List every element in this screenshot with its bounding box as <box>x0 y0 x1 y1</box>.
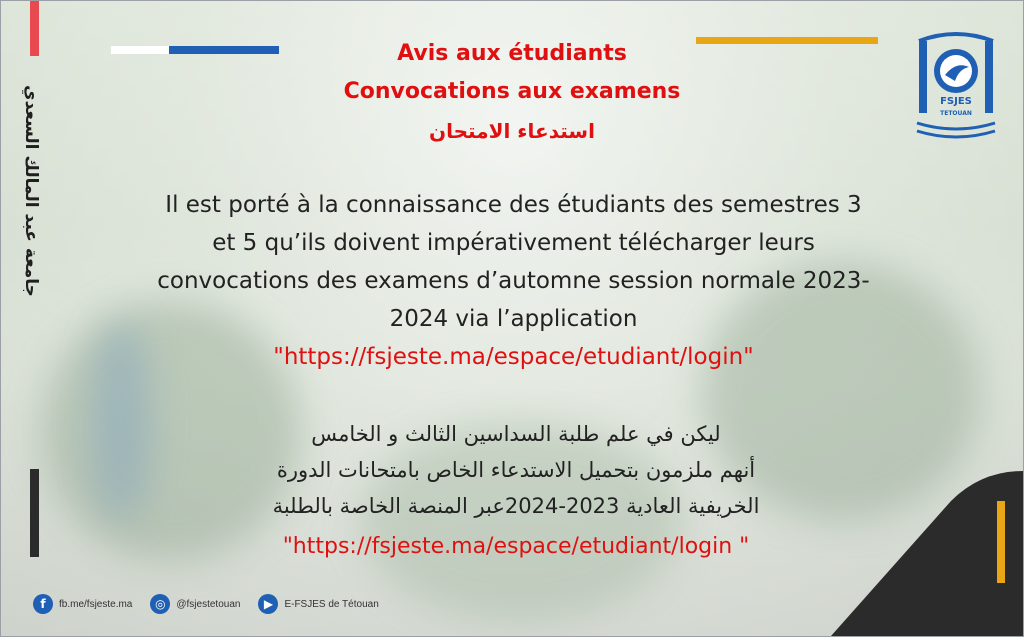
french-line: Il est porté à la connaissance des étudiants des semestres 3 <box>165 192 862 218</box>
instagram-icon: ◎ <box>150 594 170 614</box>
instagram-link[interactable] <box>150 594 240 614</box>
youtube-label: E-FSJES de Tétouan <box>284 598 379 610</box>
french-line: et 5 qu’ils doivent impérativement télécharger leurs <box>212 230 815 256</box>
facebook-label: fb.me/fsjeste.ma <box>59 598 133 610</box>
french-message <box>61 186 966 376</box>
logo-city: TETOUAN <box>940 110 972 117</box>
login-link-arabic[interactable]: "https://fsjeste.ma/espace/etudiant/login " <box>282 534 750 559</box>
notice-title: Avis aux étudiants <box>397 41 627 66</box>
dark-vertical-bar <box>30 469 39 557</box>
login-link-french[interactable]: "https://fsjeste.ma/espace/etudiant/login" <box>273 344 754 370</box>
facebook-icon: f <box>33 594 53 614</box>
gold-vertical-bar <box>997 501 1005 583</box>
fsjes-logo <box>913 31 999 161</box>
arabic-message <box>121 416 911 524</box>
arabic-line: ليكن في علم طلبة السداسين الثالث و الخامس <box>311 422 721 446</box>
facebook-link[interactable] <box>33 594 132 614</box>
french-line: convocations des examens d’automne session normale 2023- <box>157 268 870 294</box>
youtube-link[interactable] <box>258 594 378 614</box>
french-line: 2024 via l’application <box>389 306 638 332</box>
youtube-icon: ▶ <box>258 594 278 614</box>
notice-subtitle-arabic: استدعاء الامتحان <box>429 119 595 143</box>
notice-subtitle: Convocations aux examens <box>343 79 681 104</box>
arabic-line: الخريفية العادية 2023-2024عبر المنصة الخاصة بالطلبة <box>272 494 760 518</box>
logo-name: FSJES <box>940 96 972 107</box>
instagram-label: @fsjestetouan <box>176 598 241 610</box>
arabic-line: أنهم ملزمون بتحميل الاستدعاء الخاص بامتحانات الدورة <box>276 458 756 482</box>
university-name-vertical: جامعة عبد المالك السعدي <box>21 85 41 297</box>
social-footer <box>33 593 397 615</box>
